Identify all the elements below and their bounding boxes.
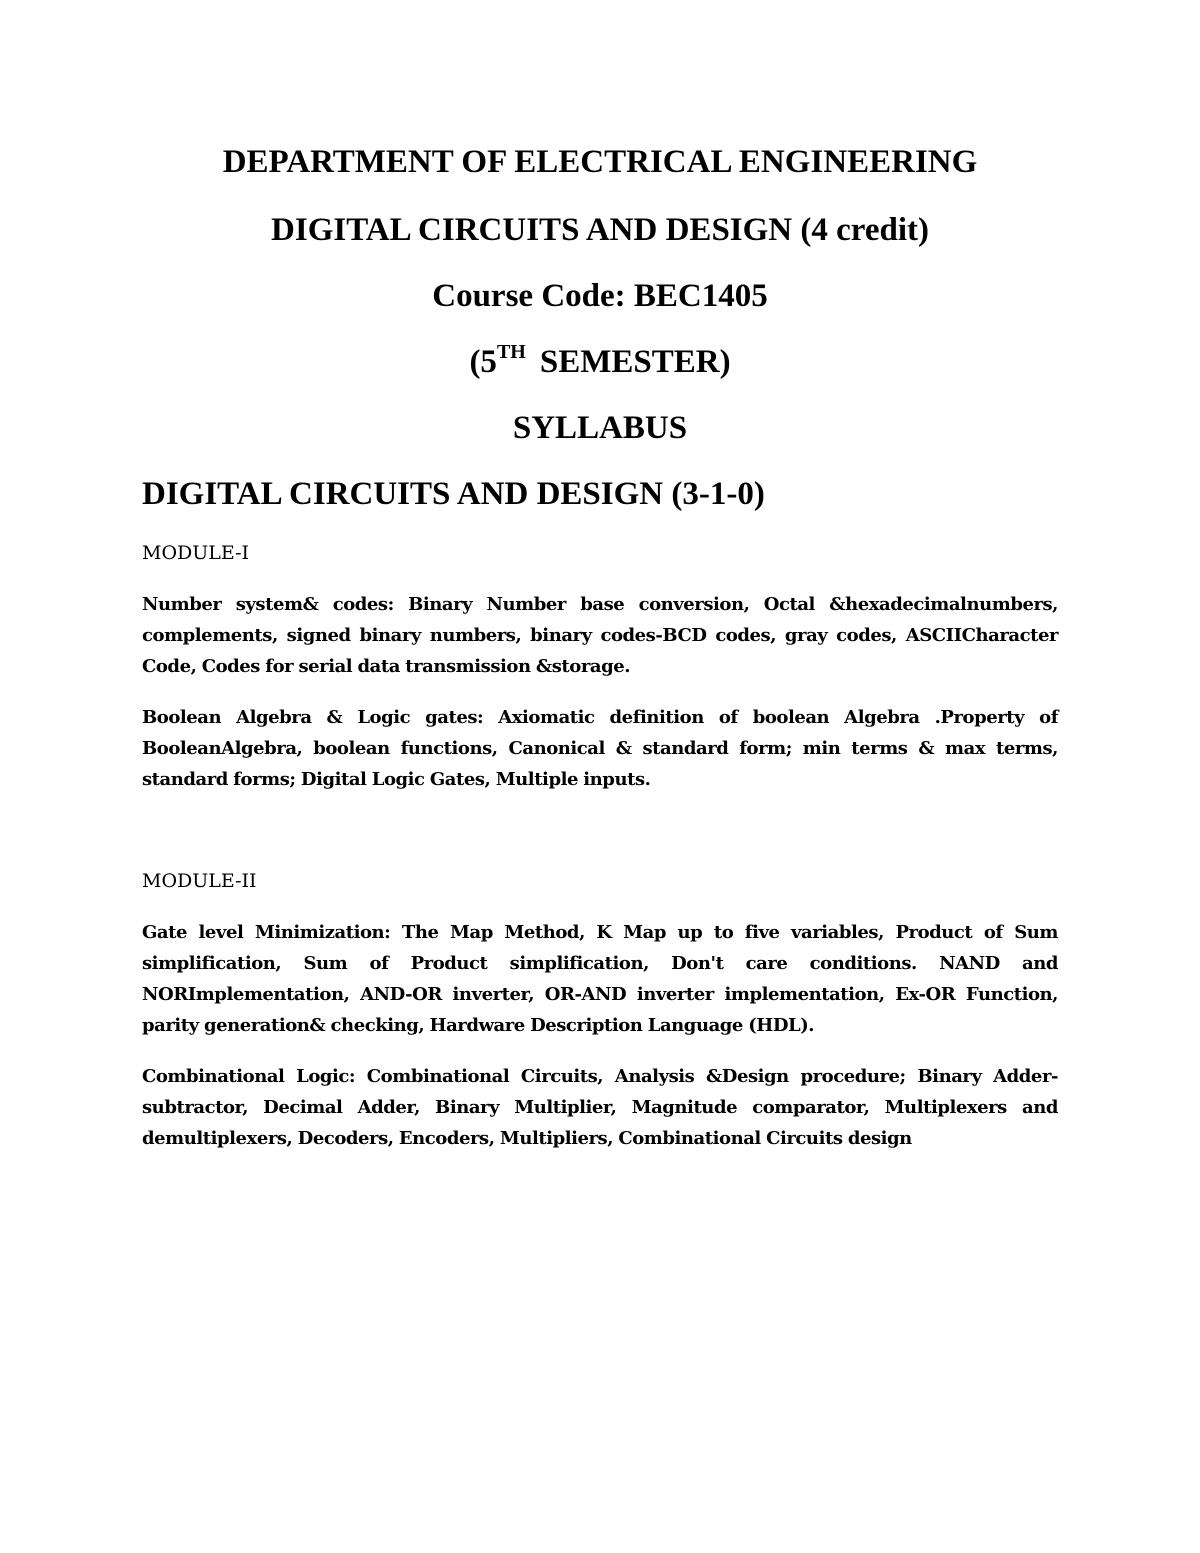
department-heading: DEPARTMENT OF ELECTRICAL ENGINEERING	[222, 144, 978, 180]
subject-title: DIGITAL CIRCUITS AND DESIGN (3-1-0)	[142, 476, 765, 512]
module-label: MODULE-I	[142, 542, 250, 564]
module-paragraph: Gate level Minimization: The Map Method, K Map up to five variables, Product of Sum simplification, Sum of Product simplification, Don't care conditions. NAND and NORImplementation, AND-OR inverter, OR-AND inverter implementation, Ex-OR Function, parity generation& checking, Hardware Description Language (HDL).	[142, 922, 1058, 1036]
module-paragraph: Combinational Logic: Combinational Circuits, Analysis &Design procedure; Binary Adder-subtractor, Decimal Adder, Binary Multiplier, Magnitude comparator, Multiplexers and demultiplexers, Decoders, Encoders, Multipliers, Combinational Circuits design	[142, 1066, 1058, 1149]
module-paragraph: Boolean Algebra & Logic gates: Axiomatic definition of boolean Algebra .Property of BooleanAlgebra, boolean functions, Canonical & standard form; min terms & max terms, standard forms; Digital Logic Gates, Multiple inputs.	[142, 707, 1058, 790]
course-code-heading: Course Code: BEC1405	[432, 278, 768, 314]
course-title-heading: DIGITAL CIRCUITS AND DESIGN (4 credit)	[271, 212, 929, 248]
module-paragraph: Number system& codes: Binary Number base conversion, Octal &hexadecimalnumbers, complements, signed binary numbers, binary codes-BCD codes, gray codes, ASCIICharacter Code, Codes for serial data transmission &storage.	[142, 594, 1058, 677]
module-label: MODULE-II	[142, 870, 257, 892]
semester-superscript: TH	[496, 341, 526, 363]
syllabus-heading: SYLLABUS	[512, 410, 688, 446]
semester-heading	[0, 342, 1200, 382]
semester-open-text: (5	[469, 344, 497, 380]
semester-close-text: SEMESTER)	[539, 344, 731, 380]
